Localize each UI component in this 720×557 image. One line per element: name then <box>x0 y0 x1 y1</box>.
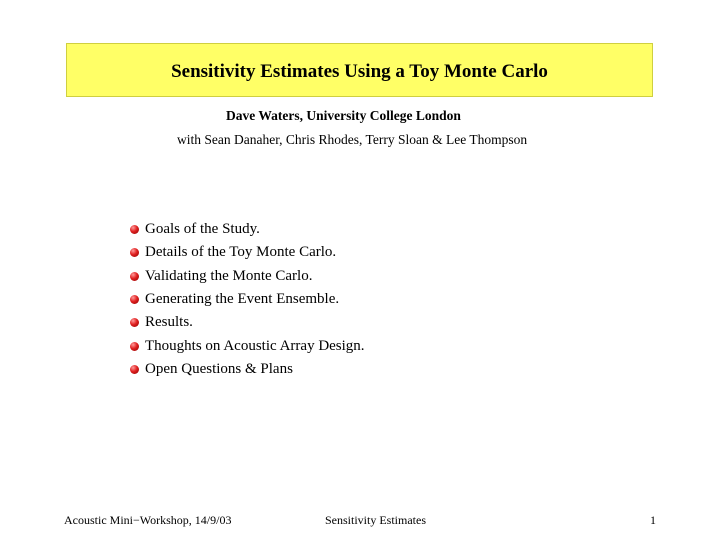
agenda-item <box>130 241 365 264</box>
red-sphere-bullet-icon <box>130 225 139 234</box>
page-number: 1 <box>650 513 656 527</box>
agenda-item <box>130 218 365 241</box>
slide-title: Sensitivity Estimates Using a Toy Monte Carlo <box>171 61 548 82</box>
agenda-item <box>130 288 365 311</box>
footer-event: Acoustic Mini−Workshop, 14/9/03 <box>64 513 232 527</box>
red-sphere-bullet-icon <box>130 248 139 257</box>
red-sphere-bullet-icon <box>130 295 139 304</box>
agenda-item-text: Thoughts on Acoustic Array Design. <box>145 337 365 354</box>
coauthors-line: with Sean Danaher, Chris Rhodes, Terry Sloan & Lee Thompson <box>177 132 528 147</box>
agenda-item <box>130 311 365 334</box>
title-box <box>66 43 653 97</box>
red-sphere-bullet-icon <box>130 318 139 327</box>
agenda-item-text: Results. <box>145 314 193 331</box>
agenda-item-text: Goals of the Study. <box>145 221 260 238</box>
agenda-list <box>130 218 365 381</box>
agenda-item <box>130 265 365 288</box>
agenda-item-text: Validating the Monte Carlo. <box>145 267 313 284</box>
agenda-item-text: Details of the Toy Monte Carlo. <box>145 244 337 261</box>
footer-title: Sensitivity Estimates <box>325 513 426 527</box>
red-sphere-bullet-icon <box>130 365 139 374</box>
red-sphere-bullet-icon <box>130 342 139 351</box>
agenda-item-text: Open Questions & Plans <box>145 360 293 377</box>
agenda-item-text: Generating the Event Ensemble. <box>145 291 340 308</box>
agenda-item <box>130 334 365 357</box>
agenda-item <box>130 358 365 381</box>
author-line: Dave Waters, University College London <box>226 108 461 123</box>
red-sphere-bullet-icon <box>130 272 139 281</box>
